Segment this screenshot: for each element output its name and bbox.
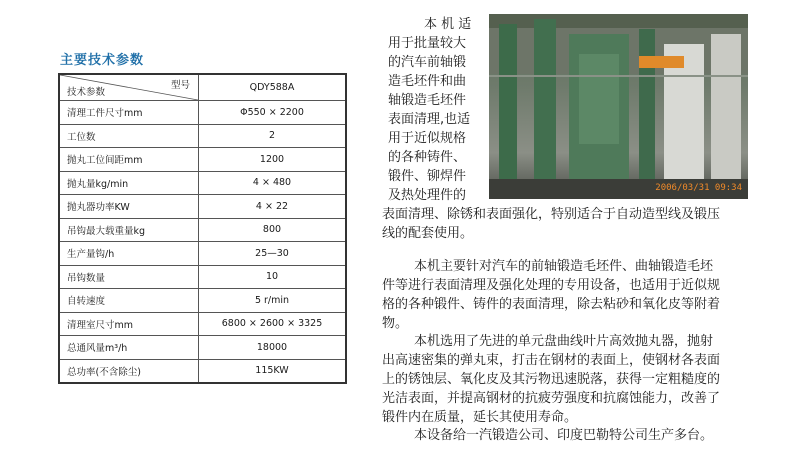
header-model-value: QDY588A [199, 74, 347, 101]
photo-timestamp: 2006/03/31 09:34 [655, 183, 742, 193]
value-cell: 10 [199, 265, 347, 289]
param-cell: 抛丸器功率KW [59, 195, 199, 219]
text-line: 及热处理件的 [388, 188, 467, 203]
header-param-label: 技术参数 [67, 87, 106, 98]
param-cell: 吊钩数量 [59, 265, 199, 289]
text-line: 轴锻造毛坯件 [388, 93, 467, 108]
table-row [59, 195, 346, 219]
table-row [59, 359, 346, 383]
value-cell: 25—30 [199, 242, 347, 266]
text-line: 出高速密集的弹丸束，打击在钢材的表面上，使钢材各表面 [382, 353, 721, 368]
intro-paragraph [388, 15, 484, 205]
text-line: 的汽车前轴锻 [388, 55, 467, 70]
text-line: 本 机 适 [424, 17, 472, 32]
machine-photo [489, 14, 748, 199]
text-line: 锻件、铆焊件 [388, 169, 467, 184]
table-corner-cell [59, 74, 199, 101]
section-title: 主要技术参数 [60, 53, 145, 68]
text-line: 的各种铸件、 [388, 150, 467, 165]
header-model-label: 型号 [170, 80, 190, 91]
value-cell: 6800 × 2600 × 3325 [199, 312, 347, 336]
table-header-row [59, 74, 346, 101]
table-row [59, 265, 346, 289]
text-line: 件等进行表面清理及强化处理的专用设备，也适用于近似规 [382, 278, 721, 293]
value-cell: 4 × 22 [199, 195, 347, 219]
table-row [59, 101, 346, 125]
value-cell: 115KW [199, 359, 347, 383]
table-row [59, 289, 346, 313]
text-line: 上的锈蚀层、氧化皮及其污物迅速脱落，获得一定粗糙度的 [382, 372, 721, 387]
value-cell: Φ550 × 2200 [199, 101, 347, 125]
param-cell: 抛丸工位间距mm [59, 148, 199, 172]
paragraph-1 [382, 205, 720, 243]
table-row [59, 148, 346, 172]
text-line: 锻件内在质量，延长其使用寿命。 [382, 410, 578, 425]
text-line: 用于近似规格 [388, 131, 467, 146]
param-cell: 自转速度 [59, 289, 199, 313]
text-line: 格的各种锻件、铸件的表面清理，除去粘砂和氧化皮等附着 [382, 297, 721, 312]
param-cell: 生产量钩/h [59, 242, 199, 266]
paragraph-2 [382, 257, 720, 333]
text-line: 本设备给一汽锻造公司、印度巴勒特公司生产多台。 [414, 428, 714, 443]
param-cell: 总功率(不含除尘) [59, 359, 199, 383]
table-row [59, 218, 346, 242]
param-cell: 清理工件尺寸mm [59, 101, 199, 125]
table-row [59, 171, 346, 195]
value-cell: 4 × 480 [199, 171, 347, 195]
value-cell: 800 [199, 218, 347, 242]
spec-table [58, 73, 347, 384]
table-row [59, 312, 346, 336]
text-line: 物。 [382, 316, 409, 331]
text-line: 本机主要针对汽车的前轴锻造毛坯件、曲轴锻造毛坯 [414, 259, 714, 274]
value-cell: 2 [199, 124, 347, 148]
text-line: 本机选用了先进的单元盘曲线叶片高效抛丸器，抛射 [414, 334, 714, 349]
table-row [59, 124, 346, 148]
param-cell: 吊钩最大载重量kg [59, 218, 199, 242]
text-line: 表面清理,也适 [388, 112, 471, 127]
text-line: 表面清理、除锈和表面强化，特别适合于自动造型线及锻压 [382, 207, 721, 222]
paragraph-4 [382, 426, 713, 445]
table-row [59, 336, 346, 360]
text-line: 线的配套使用。 [382, 226, 474, 241]
param-cell: 工位数 [59, 124, 199, 148]
text-line: 造毛坯件和曲 [388, 74, 467, 89]
param-cell: 总通风量m³/h [59, 336, 199, 360]
machine-photo-illustration [489, 14, 748, 199]
value-cell: 5 r/min [199, 289, 347, 313]
text-line: 光洁表面，并提高钢材的抗疲劳强度和抗腐蚀能力，改善了 [382, 391, 721, 406]
table-row [59, 242, 346, 266]
value-cell: 1200 [199, 148, 347, 172]
value-cell: 18000 [199, 336, 347, 360]
param-cell: 抛丸量kg/min [59, 171, 199, 195]
param-cell: 清理室尺寸mm [59, 312, 199, 336]
text-line: 用于批量较大 [388, 36, 467, 51]
paragraph-3 [382, 332, 720, 427]
